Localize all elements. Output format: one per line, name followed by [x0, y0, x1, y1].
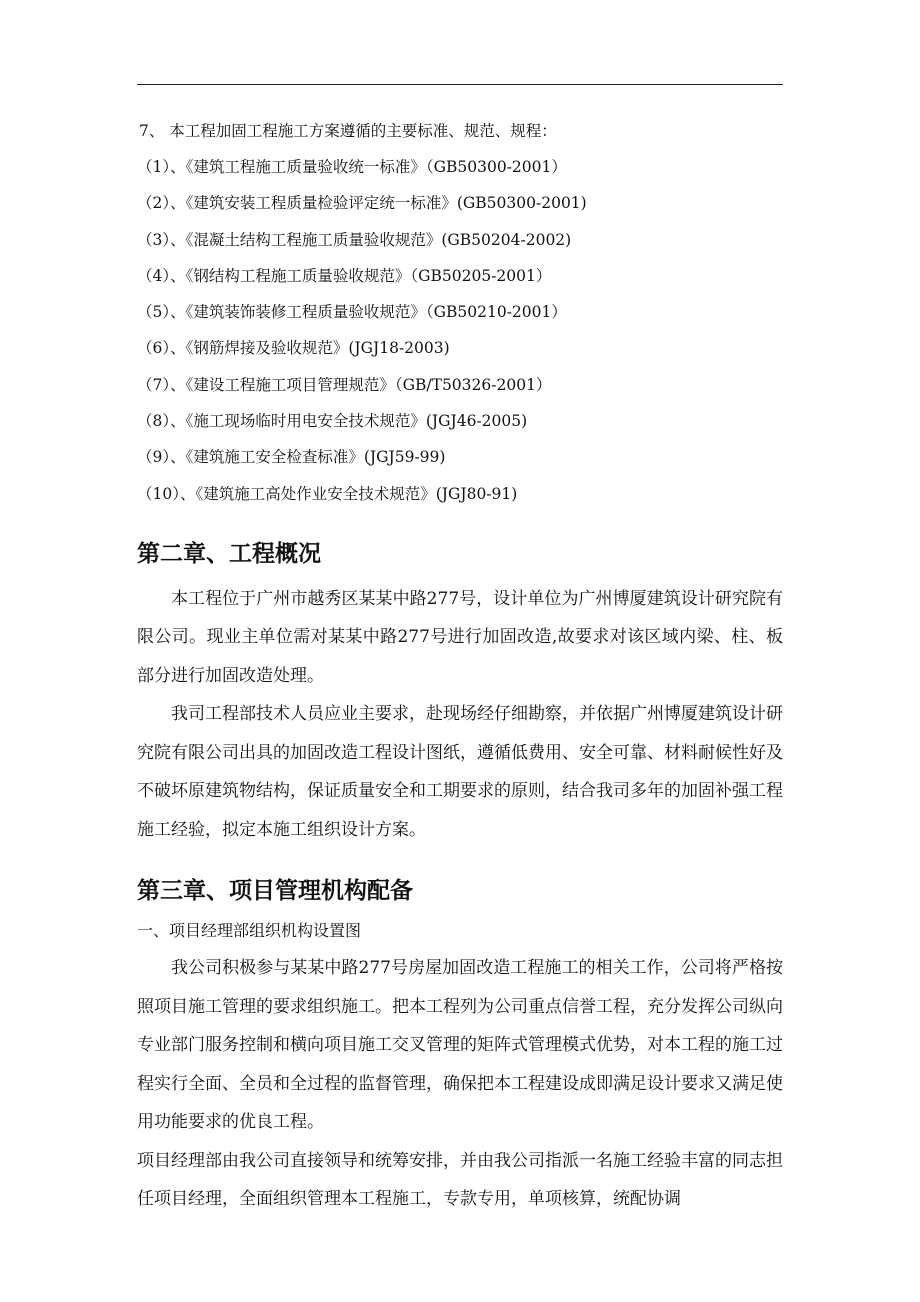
chapter-2-paragraph: 我司工程部技术人员应业主要求，赴现场经仔细勘察，并依据广州博厦建筑设计研究院有限公司出具的加固改造工程设计图纸，遵循低费用、安全可靠、材料耐候性好及不破坏原建筑物结构，保证质量安全和工期要求的原则，结合我司多年的加固补强工程施工经验，拟定本施工组织设计方案。 — [137, 704, 783, 840]
standard-item: （8）、《施工现场临时用电安全技术规范》(JGJ46-2005) — [137, 412, 528, 431]
page-content — [137, 113, 783, 1219]
chapter-3-paragraph: 项目经理部由我公司直接领导和统筹安排，并由我公司指派一名施工经验丰富的同志担任项目经理，全面组织管理本工程施工，专款专用，单项核算，统配协调 — [137, 1150, 783, 1210]
standard-item: （7）、《建设工程施工项目管理规范》（GB/T50326-2001） — [137, 375, 552, 394]
standard-item: （5）、《建筑装饰装修工程质量验收规范》（GB50210-2001） — [137, 303, 567, 322]
chapter-2-paragraph: 本工程位于广州市越秀区某某中路277号，设计单位为广州博厦建筑设计研究院有限公司。现业主单位需对某某中路277号进行加固改造,故要求对该区域内梁、柱、板部分进行加固改造处理。 — [137, 588, 783, 686]
chapter-3-title: 第三章、项目管理机构配备 — [137, 878, 413, 905]
chapter-3-paragraph: 我公司积极参与某某中路277号房屋加固改造工程施工的相关工作，公司将严格按照项目施工管理的要求组织施工。把本工程列为公司重点信誉工程，充分发挥公司纵向专业部门服务控制和横向项目施工交叉管理的矩阵式管理模式优势，对本工程的施工过程实行全面、全员和全过程的监督管理，确保把本工程建设成即满足设计要求又满足使用功能要求的优良工程。 — [137, 958, 783, 1133]
standard-item: （9）、《建筑施工安全检查标准》(JGJ59-99) — [137, 448, 446, 467]
standard-item: （10）、《建筑施工高处作业安全技术规范》(JGJ80-91) — [137, 484, 518, 503]
standard-item: （3）、《混凝土结构工程施工质量验收规范》(GB50204-2002) — [137, 230, 572, 249]
standard-item: （6）、《钢筋焊接及验收规范》(JGJ18-2003) — [137, 339, 450, 358]
header-rule — [137, 84, 783, 85]
standards-heading: 7、 本工程加固工程施工方案遵循的主要标准、规范、规程： — [139, 122, 557, 140]
standard-item: （2）、《建筑安装工程质量检验评定统一标准》(GB50300-2001) — [137, 194, 587, 213]
standard-item: （1）、《建筑工程施工质量验收统一标准》（GB50300-2001） — [137, 158, 567, 176]
standard-item: （4）、《钢结构工程施工质量验收规范》（GB50205-2001） — [137, 266, 552, 285]
section-1-title: 一、项目经理部组织机构设置图 — [137, 921, 362, 941]
standards-list — [137, 149, 783, 512]
chapter-2-title: 第二章、工程概况 — [137, 540, 321, 567]
